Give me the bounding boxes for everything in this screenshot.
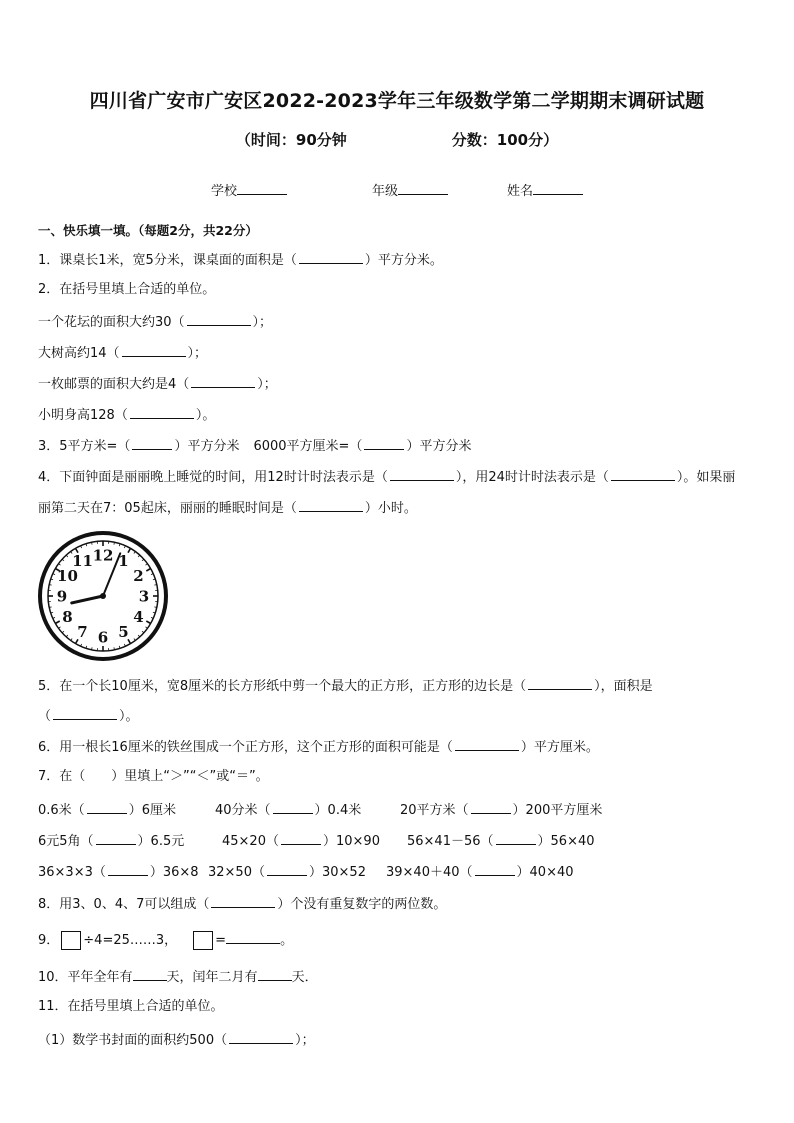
q4-a: 4．下面钟面是丽丽晚上睡觉的时间，用12时计时法表示是（	[38, 470, 388, 485]
compare-right: ）56×40	[537, 834, 595, 849]
clock-tick	[146, 621, 150, 624]
compare-left: 40分米（	[215, 803, 271, 818]
school-blank	[237, 180, 287, 195]
answer-blank	[130, 405, 194, 419]
clock-tick	[154, 585, 156, 586]
grade-field	[372, 180, 448, 199]
q10-c: 天．	[291, 970, 318, 985]
clock-tick	[66, 635, 68, 637]
compare-item	[208, 862, 386, 882]
q6-b: ）平方厘米。	[520, 740, 599, 755]
clock-tick	[49, 585, 51, 586]
question-11-stem: 11．在括号里填上合适的单位。	[38, 999, 224, 1014]
answer-blank	[122, 343, 186, 357]
compare-left: 20平方米（	[400, 803, 469, 818]
answer-blank	[299, 250, 363, 264]
answer-blank	[390, 467, 454, 481]
clock-tick	[146, 569, 150, 572]
compare-item	[215, 800, 400, 820]
answer-blank	[187, 312, 251, 326]
q11-l1-b: ）；	[295, 1033, 315, 1048]
clock-center-dot	[100, 593, 106, 599]
name-label: 姓名	[507, 184, 534, 199]
question-5-line-1	[38, 676, 653, 696]
compare-left: 0.6米（	[38, 803, 85, 818]
compare-right: ）6.5元	[137, 834, 185, 849]
answer-blank	[211, 894, 275, 908]
q3-b: ）平方分米	[174, 439, 240, 454]
q4-d: 丽第二天在7：05起床，丽丽的睡眠时间是（	[38, 501, 297, 516]
page-title: 四川省广安市广安区2022-2023学年三年级数学第二学期期末调研试题	[89, 90, 705, 112]
section-heading: 一、快乐填一填。（每题2分，共22分）	[38, 223, 258, 238]
hour-hand	[72, 596, 103, 603]
compare-item	[400, 800, 602, 820]
school-field	[211, 180, 287, 199]
question-3	[38, 436, 471, 456]
q5-d: ）。	[119, 709, 139, 724]
question-9	[38, 929, 293, 950]
q2-l1-b: ）；	[252, 315, 273, 330]
exam-subtitle	[0, 129, 794, 150]
answer-blank	[281, 831, 321, 845]
clock-number: 2	[133, 567, 144, 585]
q4-c: ）。如果丽	[676, 470, 736, 485]
compare-right: ）30×52	[308, 865, 366, 880]
clock-tick	[92, 542, 93, 544]
question-7-row-3	[38, 862, 574, 882]
answer-blank	[496, 831, 536, 845]
clock-face-image	[37, 530, 169, 662]
clock-number: 5	[118, 623, 129, 642]
answer-blank	[132, 436, 172, 450]
question-8	[38, 894, 446, 914]
question-2-line-4	[38, 405, 215, 425]
compare-right: ）6厘米	[128, 803, 176, 818]
clock-number: 1	[118, 551, 129, 570]
clock-tick	[114, 647, 115, 649]
q2-l2-a: 大树高约14（	[38, 346, 120, 361]
q2-l4-a: 小明身高128（	[38, 408, 128, 423]
compare-left: 36×3×3（	[38, 865, 106, 880]
answer-blank	[364, 436, 404, 450]
compare-item	[38, 800, 215, 820]
q8-a: 8．用3、0、4、7可以组成（	[38, 897, 210, 912]
clock-number: 7	[77, 623, 88, 642]
answer-blank	[108, 862, 148, 876]
compare-item	[407, 831, 595, 851]
time-label: （时间：90分钟	[235, 131, 347, 149]
q2-l3-b: ）；	[257, 377, 277, 392]
name-blank	[533, 180, 583, 195]
compare-right: ）36×8	[149, 865, 199, 880]
clock-tick	[62, 559, 64, 561]
question-7-row-2	[38, 831, 595, 851]
q5-a: 5．在一个长10厘米，宽8厘米的长方形纸中剪一个最大的正方形，正方形的边长是（	[38, 679, 527, 694]
question-2-line-3	[38, 374, 277, 394]
clock-number: 11	[72, 551, 93, 570]
q2-l4-b: ）。	[195, 408, 216, 423]
q9-b: ÷4=25……3，	[83, 933, 178, 948]
answer-blank	[229, 1030, 293, 1044]
name-field	[507, 180, 583, 199]
question-1	[38, 250, 443, 270]
compare-left: 32×50（	[208, 865, 265, 880]
clock-tick	[49, 607, 51, 608]
compare-item	[38, 831, 222, 851]
answer-box	[61, 931, 81, 950]
question-6	[38, 737, 599, 757]
compare-right: ）0.4米	[314, 803, 362, 818]
answer-blank	[475, 862, 515, 876]
question-4-line-1	[38, 467, 735, 487]
clock-tick	[142, 559, 144, 561]
q3-a: 3．5平方米=（	[38, 439, 131, 454]
q11-l1-a: （1）数学书封面的面积约500（	[38, 1033, 228, 1048]
question-11-line-1	[38, 1030, 315, 1050]
answer-blank	[299, 498, 363, 512]
answer-blank	[96, 831, 136, 845]
question-2-line-1	[38, 312, 272, 332]
q9-d: 。	[280, 933, 294, 948]
clock-number: 9	[56, 587, 68, 606]
grade-label: 年级	[372, 184, 399, 199]
answer-blank	[267, 862, 307, 876]
answer-blank	[455, 737, 519, 751]
question-5-line-2	[38, 706, 139, 726]
q10-b: 天，闰年二月有	[166, 970, 258, 985]
clock-number: 4	[133, 608, 144, 626]
question-2-stem: 2．在括号里填上合适的单位。	[38, 282, 216, 297]
q4-e: ）小时。	[364, 501, 417, 516]
q2-l1-a: 一个花坛的面积大约30（	[38, 315, 185, 330]
answer-blank	[191, 374, 255, 388]
compare-item	[38, 862, 208, 882]
q1-text-a: 1．课桌长1米，宽5分米，课桌面的面积是（	[38, 253, 297, 268]
compare-right: ）200平方厘米	[512, 803, 603, 818]
clock-tick	[138, 555, 140, 557]
compare-item	[386, 862, 574, 882]
question-7-row-1	[38, 800, 602, 820]
clock-tick	[55, 621, 59, 624]
question-4-line-2	[38, 498, 417, 518]
clock-number: 10	[57, 567, 78, 585]
q2-l3-a: 一枚邮票的面积大约是4（	[38, 377, 190, 392]
compare-left: 45×20（	[222, 834, 279, 849]
clock-number: 8	[62, 608, 73, 626]
question-10	[38, 966, 318, 987]
q4-b: ），用24时计时法表示是（	[455, 470, 609, 485]
q6-a: 6．用一根长16厘米的铁丝围成一个正方形，这个正方形的面积可能是（	[38, 740, 453, 755]
answer-blank	[258, 966, 292, 981]
answer-blank	[87, 800, 127, 814]
clock-tick	[66, 555, 68, 557]
q5-c: （	[38, 709, 52, 724]
grade-blank	[398, 180, 448, 195]
clock-number: 6	[97, 628, 109, 647]
score-label: 分数：100分）	[451, 131, 559, 149]
compare-left: 6元5角（	[38, 834, 94, 849]
clock-tick	[114, 542, 115, 544]
clock-number: 12	[92, 546, 114, 565]
q1-text-b: ）平方分米。	[364, 253, 443, 268]
q8-b: ）个没有重复数字的两位数。	[277, 897, 447, 912]
answer-blank	[273, 800, 313, 814]
compare-left: 39×40＋40（	[386, 865, 473, 880]
answer-blank	[611, 467, 675, 481]
question-2-line-2	[38, 343, 207, 363]
q9-a: 9．	[38, 933, 60, 948]
question-7-stem: 7．在（ ）里填上“＞”“＜”或“＝”。	[38, 769, 269, 784]
clock-tick	[154, 607, 156, 608]
compare-right: ）10×90	[322, 834, 380, 849]
answer-blank	[53, 706, 117, 720]
clock-tick	[142, 631, 144, 633]
q3-d: ）平方分米	[406, 439, 472, 454]
clock-number: 3	[138, 587, 150, 606]
q5-b: ），面积是	[594, 679, 653, 694]
answer-blank	[133, 966, 167, 981]
compare-item	[222, 831, 407, 851]
answer-blank	[471, 800, 511, 814]
q3-c: 6000平方厘米=（	[253, 439, 363, 454]
q2-l2-b: ）；	[187, 346, 208, 361]
answer-blank	[226, 929, 280, 944]
q9-c: =	[215, 933, 227, 948]
clock-tick	[92, 647, 93, 649]
answer-blank	[528, 676, 592, 690]
compare-left: 56×41－56（	[407, 834, 494, 849]
clock-tick	[138, 635, 140, 637]
school-label: 学校	[211, 184, 238, 199]
q10-a: 10．平年全年有	[38, 970, 133, 985]
answer-box	[193, 931, 213, 950]
compare-right: ）40×40	[516, 865, 574, 880]
clock-tick	[62, 631, 64, 633]
